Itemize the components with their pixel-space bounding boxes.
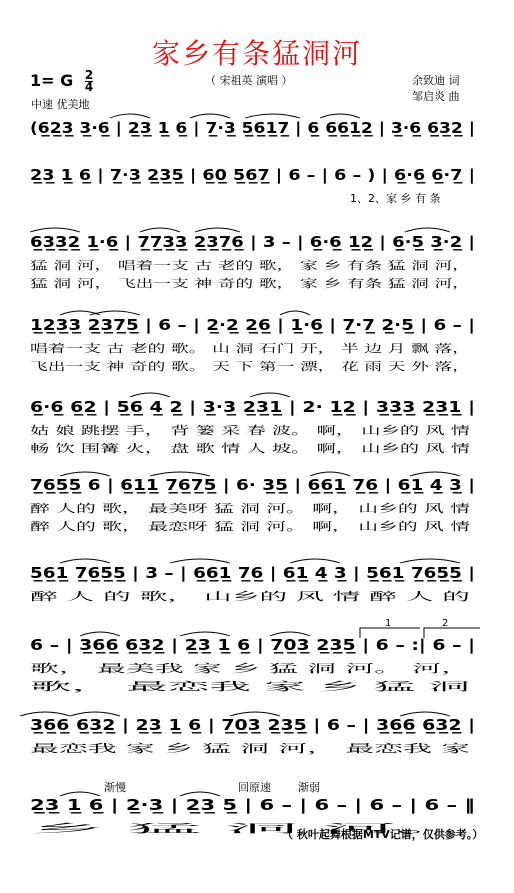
slur	[405, 228, 450, 232]
lyricist-credit: 余致迪 词	[412, 74, 460, 87]
notation-row: 6̲·6̲ 6̲2̲ | 5̲6̲ 4̲ 2̲ | 3̲·3̲ 2̲3̲1̲ | 2· 1̲2̲ | 3̲3̲3̲ 2̲3̲1̲ |	[30, 398, 383, 416]
notation-row: 2̲3̲ 1̲ 6̲ | 7̲·3̲ 2̲3̲5̲ | 6̲0̲ 5̲6̲7̲ | 6 – | 6 – ) | 6̲·6̲ 6̲·7̲ |	[30, 166, 410, 184]
lyric-line: 猛 洞 河， 飞出一支 神 奇的 歌， 家 乡 有条 猛 洞 河，	[30, 277, 303, 290]
volta-label-2: 2	[442, 618, 449, 629]
notation-row: 1̲2̲3̲3̲ 2̲3̲7̲5̲ | 6 – | 2̲·2̲ 2̲6̲ | 1̲·6̲ | 7̲·7̲ 2̲·5̲ | 6 – |	[30, 316, 393, 334]
lyric-line: 醉 人的 歌， 最恋呀 猛 洞 河。 啊， 山乡的 风 情	[30, 520, 274, 533]
footnote: （ 秋叶起舞根据MTV记谱，仅供参考。）	[282, 828, 484, 841]
slur	[170, 559, 230, 563]
notation-row: 2̲3̲ 1̲ 6̲ | 2̲·3̲ | 2̲3̲ 5̲ | 6 – | 6 – | 6 – | 6 – ‖	[30, 796, 347, 814]
lyric-line: 最恋我 家 乡 猛 洞 河， 最恋我 家	[30, 742, 198, 755]
lyric-line: 姑 娘 跳摆 手， 背 篓 采 春 波。 啊， 山乡的 风 情	[30, 424, 281, 437]
notation-row: 6 – | 3̲6̲6̲ 6̲3̲2̲ | 2̲3̲ 1̲ 6̲ | 7̲0̲3̲ 2̲3̲5̲ | 6 – :| 6 – |	[30, 636, 384, 654]
time-bottom: 4	[84, 80, 94, 94]
lyric-line: 1、2、家 乡 有 条	[350, 192, 441, 205]
slur	[195, 228, 240, 232]
slur	[130, 393, 170, 397]
slur	[280, 311, 310, 315]
slur	[110, 114, 150, 118]
slur	[400, 559, 460, 563]
slur	[140, 228, 180, 232]
volta-label-1: 1	[385, 618, 392, 629]
composer-credit: 邹启炎 曲	[412, 90, 460, 103]
slur	[60, 559, 110, 563]
notation-row: 7̲6̲5̲5̲ 6 | 6̲1̲1̲ 7̲6̲7̲5̲ | 6· 3̲5̲ | 6̲6̲1̲ 7̲6̲ | 6̲1̲ 4̲ 3̲ |	[30, 476, 392, 494]
notation-row: 3̲6̲6̲ 6̲3̲2̲ | 2̲3̲ 1̲ 6̲ | 7̲0̲3̲ 2̲3̲5̲ | 6 – | 3̲6̲6̲ 6̲3̲2̲ |	[30, 716, 384, 734]
lyric-line: 畅 饮 围篝 火， 盘 歌 情 人 坡。 啊， 山乡的 风 情	[30, 442, 281, 455]
mark-slow: 渐慢	[104, 781, 126, 794]
mark-dim: 渐弱	[298, 781, 320, 794]
key-label: 1= G	[30, 71, 74, 90]
lyric-line: 唱着一支 古 老的 歌。 山 洞 石门 开， 半 边 月 飘 落，	[30, 342, 303, 355]
lyric-line: 歌， 最恋我 家 乡 猛 洞	[30, 680, 147, 693]
time-top: 2	[84, 68, 94, 82]
notation-row: 6̲3̲3̲2̲ 1̲·6̲ | 7̲7̲3̲3̲ 2̲3̲7̲6̲ | 3 – | 6̲·6̲ 1̲2̲ | 6̲·5̲ 3̲·2̲ |	[30, 233, 401, 251]
slur	[245, 114, 300, 118]
song-title: 家乡有条猛洞河	[151, 37, 362, 70]
slur	[30, 228, 80, 232]
slur	[190, 114, 230, 118]
singer-credit: （ 宋祖英 演唱 ）	[205, 74, 293, 87]
lyric-line: 醉 人的 歌， 最美呀 猛 洞 河。 啊， 山乡的 风 情	[30, 502, 274, 515]
mark-a-tempo: 回原速	[238, 781, 271, 794]
notation-row: (6̲2̲3̲ 3̲·6̲ | 2̲3̲ 1̲ 6̲ | 7̲·3̲ 5̲6̲1̲7̲ | 6̲ 6̲6̲1̲2̲ | 3̲·6̲ 6̲3̲2̲ |	[30, 119, 421, 137]
slur	[60, 311, 100, 315]
notation-row: 5̲6̲1̲ 7̲6̲5̲5̲ | 3 – | 6̲6̲1̲ 7̲6̲ | 6̲1̲ 4̲ 3̲ | 5̲6̲1̲ 7̲6̲5̲5̲ |	[30, 564, 394, 582]
lyric-line: 歌， 最美我 家 乡 猛 洞 河。 河，	[30, 662, 198, 675]
lyric-line: 猛 洞 河， 唱着一支 古 老的 歌， 家 乡 有条 猛 洞 河，	[30, 259, 303, 272]
lyric-line: 醉 人 的 歌， 山乡的 风 情 醉 人 的	[30, 590, 205, 603]
slur	[290, 559, 340, 563]
slur	[320, 114, 360, 118]
slur	[250, 393, 290, 397]
lyric-line: 乡 猛 洞 河。	[30, 822, 96, 835]
tempo-marking: 中速 优美地	[31, 98, 90, 111]
lyric-line: 飞出一支 神 奇的 歌。 天 下 第一 漂， 花 雨 天 外 落，	[30, 360, 303, 373]
